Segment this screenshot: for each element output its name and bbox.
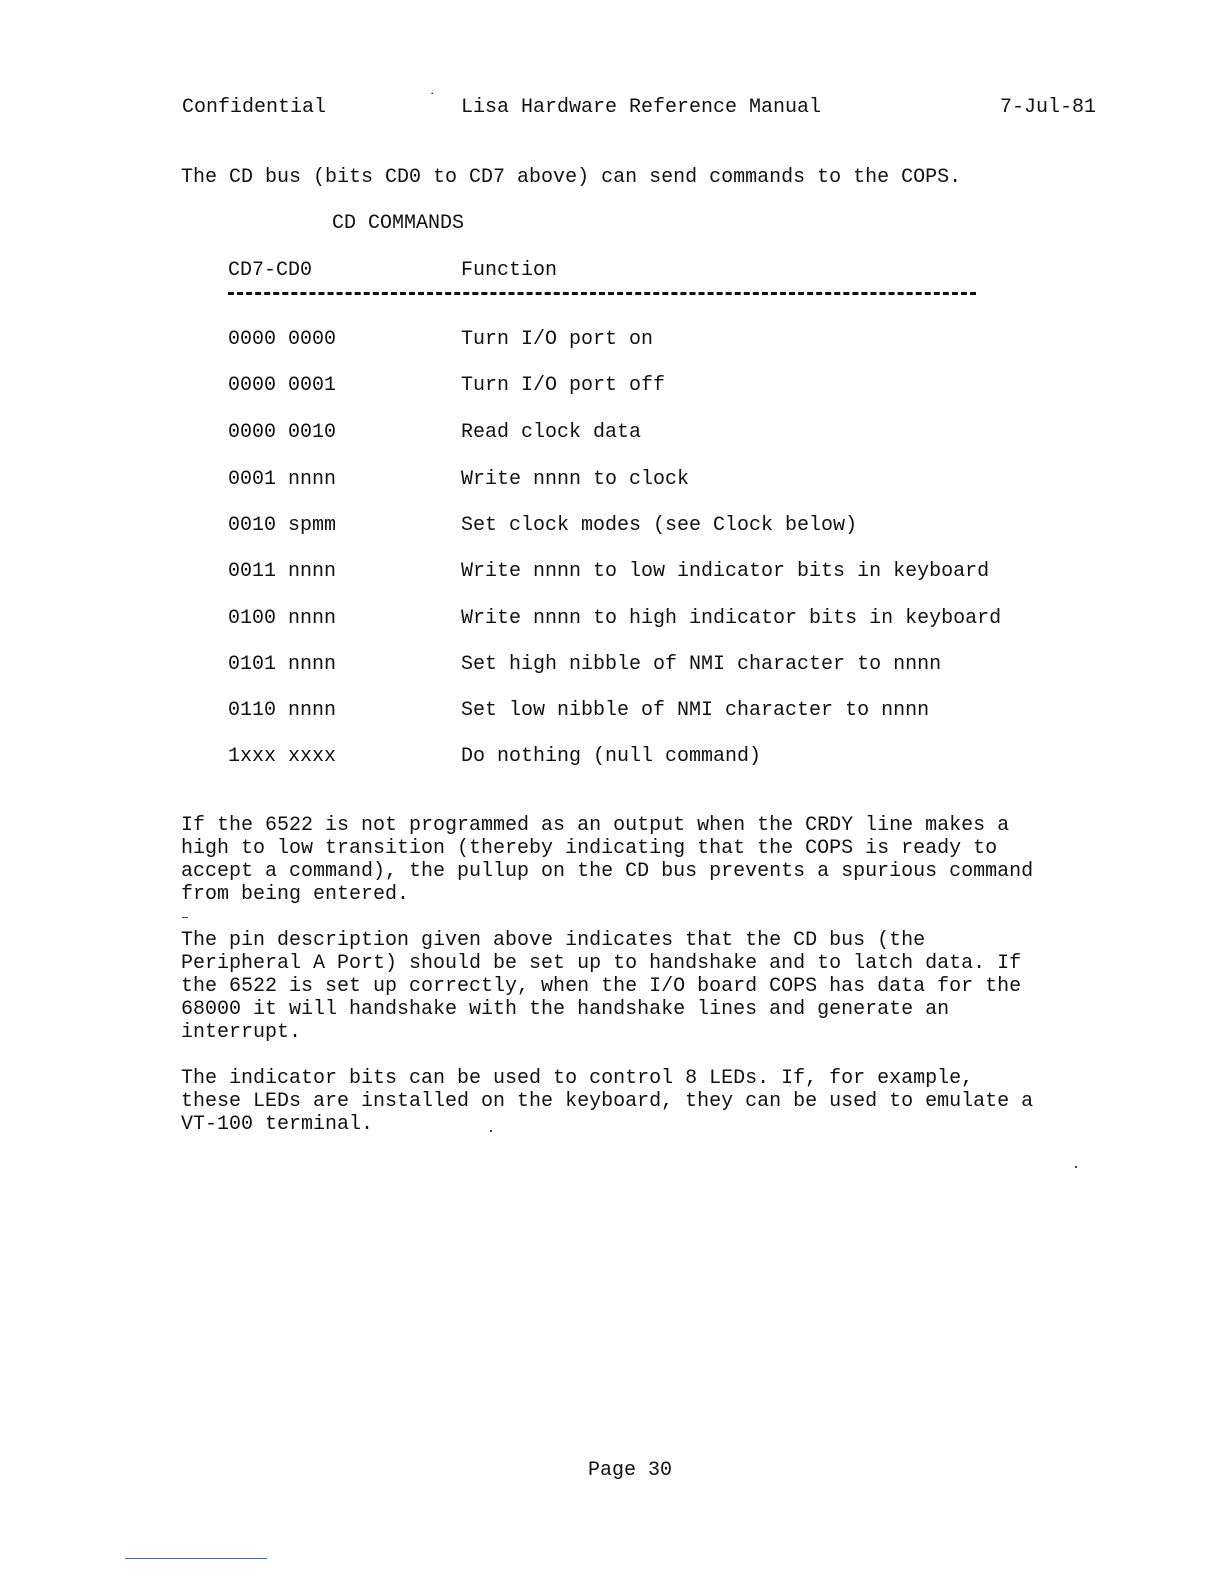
table-row	[0, 421, 1224, 449]
row-function: Set low nibble of NMI character to nnnn	[461, 699, 930, 722]
scan-speck	[1075, 1166, 1077, 1168]
page-number: Page 30	[588, 1459, 673, 1482]
paragraph-indicator-bits: The indicator bits can be used to control 8 LEDs. If, for example, these LEDs are installed on the keyboard, they can be used to emulate a VT-100 terminal.	[181, 1067, 1034, 1136]
header-stray-mark: ˙	[428, 92, 437, 108]
row-code: 0011 nnnn	[228, 560, 337, 583]
header-title: Lisa Hardware Reference Manual	[461, 96, 822, 119]
row-function: Set high nibble of NMI character to nnnn	[461, 653, 942, 676]
header-date: 7-Jul-81	[1000, 96, 1097, 119]
table-row	[0, 514, 1224, 542]
table-row	[0, 699, 1224, 727]
row-function: Write nnnn to high indicator bits in keyboard	[461, 607, 1002, 630]
row-code: 0000 0001	[228, 374, 337, 397]
row-function: Write nnnn to clock	[461, 468, 690, 491]
table-row	[0, 653, 1224, 681]
table-title: CD COMMANDS	[332, 212, 465, 235]
row-code: 0000 0000	[228, 328, 337, 351]
row-function: Set clock modes (see Clock below)	[461, 514, 858, 537]
intro-sentence: The CD bus (bits CD0 to CD7 above) can send commands to the COPS.	[181, 166, 962, 189]
table-row	[0, 468, 1224, 496]
table-row	[0, 374, 1224, 402]
column-header-function: Function	[461, 259, 558, 282]
scan-speck	[182, 917, 188, 918]
scan-speck	[490, 1130, 492, 1132]
row-code: 0010 spmm	[228, 514, 337, 537]
table-header-rule	[228, 292, 976, 295]
row-code: 0100 nnnn	[228, 607, 337, 630]
row-function: Read clock data	[461, 421, 642, 444]
row-function: Turn I/O port off	[461, 374, 666, 397]
row-code: 1xxx xxxx	[228, 745, 337, 768]
row-code: 0000 0010	[228, 421, 337, 444]
row-code: 0110 nnnn	[228, 699, 337, 722]
row-code: 0101 nnnn	[228, 653, 337, 676]
header-confidential: Confidential	[182, 96, 327, 119]
table-row	[0, 745, 1224, 773]
row-function: Turn I/O port on	[461, 328, 654, 351]
footer-rule	[125, 1558, 267, 1559]
row-code: 0001 nnnn	[228, 468, 337, 491]
row-function: Write nnnn to low indicator bits in keyboard	[461, 560, 990, 583]
table-row	[0, 560, 1224, 588]
table-row	[0, 328, 1224, 356]
column-header-code: CD7-CD0	[228, 259, 313, 282]
table-row	[0, 607, 1224, 635]
row-function: Do nothing (null command)	[461, 745, 762, 768]
paragraph-pullup: If the 6522 is not programmed as an output when the CRDY line makes a high to low transition (thereby indicating that the COPS is ready to accept a command), the pullup on the CD bus prevents a spurious command from being entered.	[181, 814, 1034, 906]
paragraph-handshake: The pin description given above indicates that the CD bus (the Peripheral A Port) should be set up to handshake and to latch data. If the 6522 is set up correctly, when the I/O board COPS has data for the 68000 it will handshake with the handshake lines and generate an interrupt.	[181, 929, 1022, 1044]
